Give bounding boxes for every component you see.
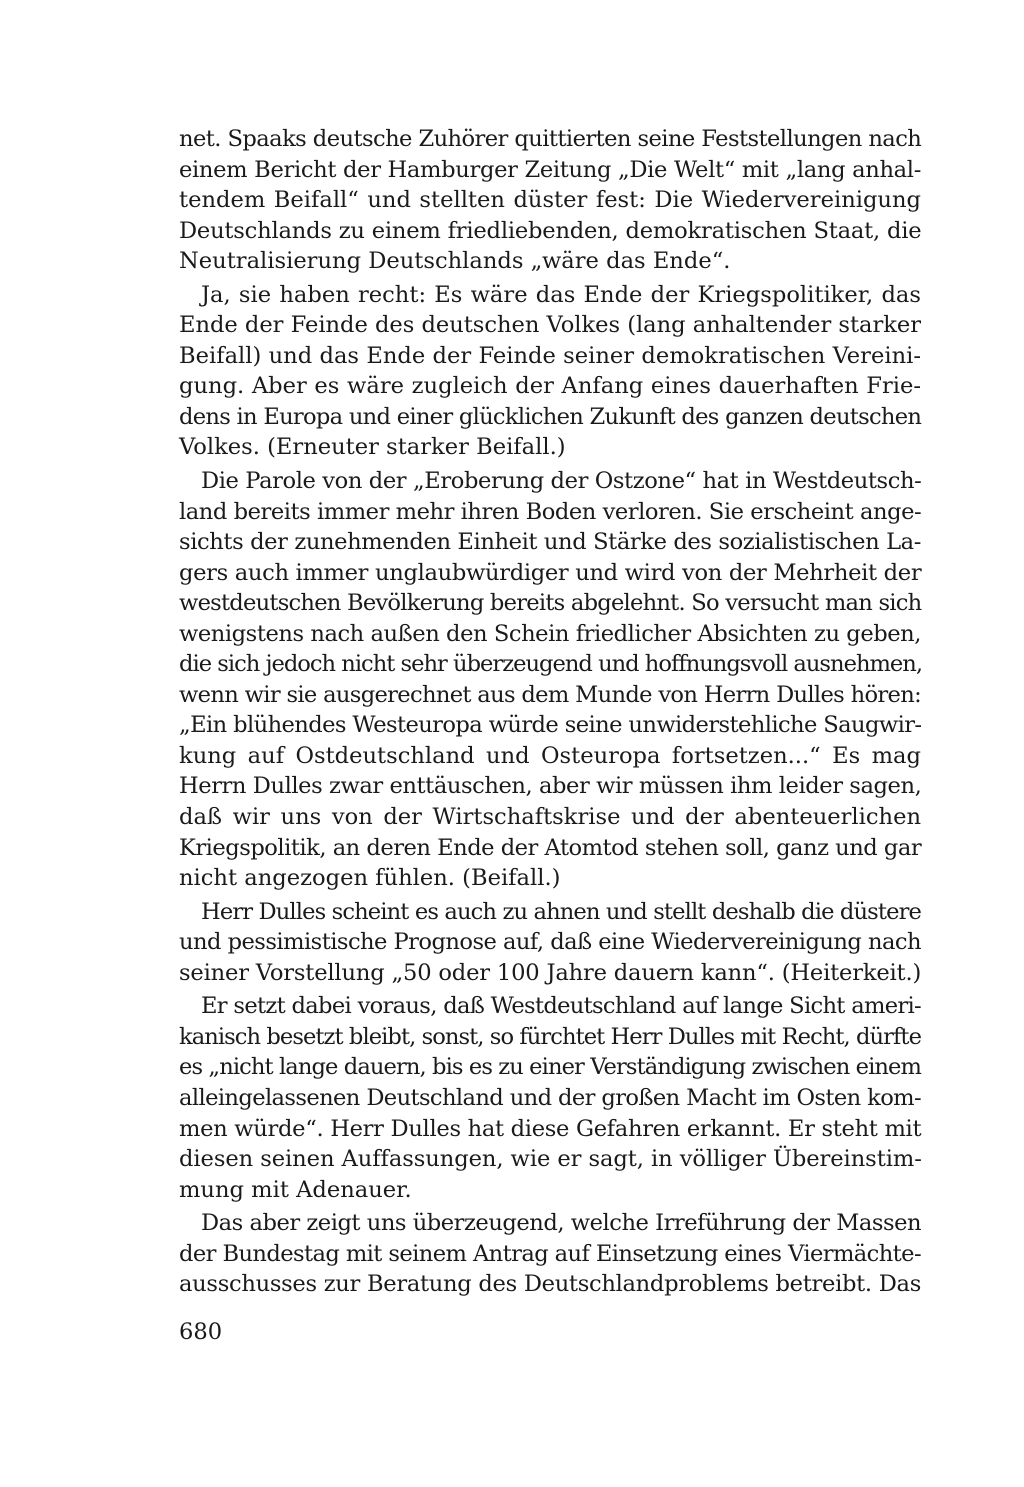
text-line: Kriegspolitik, an deren Ende der Atomtod stehen soll, ganz und gar: [179, 834, 922, 861]
paragraph: [179, 124, 921, 277]
text-line: alleingelassenen Deutschland und der großen Macht im Osten kom-: [179, 1084, 921, 1111]
text-line: wenigstens nach außen den Schein friedlicher Absichten zu geben,: [179, 620, 921, 647]
text-line: Ende der Feinde des deutschen Volkes (lang anhaltender starker: [179, 312, 921, 339]
text-line: Herrn Dulles zwar enttäuschen, aber wir müssen ihm leider sagen,: [179, 773, 922, 800]
text-line: tendem Beifall“ und stellten düster fest: Die Wiedervereinigung: [179, 187, 921, 214]
body-text: [179, 124, 921, 1303]
text-line: net. Spaaks deutsche Zuhörer quittierten seine Feststellungen nach: [179, 126, 922, 152]
text-line: die sich jedoch nicht sehr überzeugend und hoffnungsvoll ausnehmen,: [179, 651, 923, 678]
text-line: „Ein blühendes Westeuropa würde seine unwiderstehliche Saugwir-: [179, 712, 922, 739]
text-line: nicht angezogen fühlen. (Beifall.): [179, 865, 561, 892]
paragraph: [179, 897, 921, 989]
text-line: diesen seinen Auffassungen, wie er sagt, in völliger Übereinstim-: [179, 1146, 922, 1173]
text-line: seiner Vorstellung „50 oder 100 Jahre dauern kann“. (Heiterkeit.): [179, 959, 922, 986]
text-line: Die Parole von der „Eroberung der Ostzone“ hat in Westdeutsch-: [201, 468, 922, 495]
paragraph: [179, 991, 921, 1205]
paragraph: [179, 1208, 921, 1300]
text-line: westdeutschen Bevölkerung bereits abgelehnt. So versucht man sich: [179, 590, 922, 617]
text-line: Neutralisierung Deutschlands „wäre das Ende“.: [179, 248, 731, 275]
text-line: einem Bericht der Hamburger Zeitung „Die Welt“ mit „lang anhal-: [179, 156, 921, 183]
paragraph: [179, 280, 921, 463]
text-line: men würde“. Herr Dulles hat diese Gefahren erkannt. Er steht mit: [179, 1115, 922, 1142]
text-line: ausschusses zur Beratung des Deutschlandproblems betreibt. Das: [179, 1271, 921, 1298]
text-line: und pessimistische Prognose auf, daß eine Wiedervereinigung nach: [179, 929, 921, 956]
text-line: wenn wir sie ausgerechnet aus dem Munde von Herrn Dulles hören:: [179, 681, 921, 708]
text-line: daß wir uns von der Wirtschaftskrise und der abenteuerlichen: [179, 804, 921, 831]
text-line: es „nicht lange dauern, bis es zu einer Verständigung zwischen einem: [179, 1054, 922, 1081]
text-line: gers auch immer unglaubwürdiger und wird von der Mehrheit der: [179, 559, 922, 586]
text-line: der Bundestag mit seinem Antrag auf Einsetzung eines Viermächte-: [179, 1240, 921, 1267]
text-line: Beifall) und das Ende der Feinde seiner demokratischen Vereini-: [179, 342, 921, 369]
text-line: mung mit Adenauer.: [179, 1176, 412, 1203]
text-line: kung auf Ostdeutschland und Osteuropa fortsetzen...“ Es mag: [179, 742, 921, 769]
text-line: dens in Europa und einer glücklichen Zukunft des ganzen deutschen: [179, 403, 922, 430]
text-line: land bereits immer mehr ihren Boden verloren. Sie erscheint ange-: [179, 498, 922, 525]
text-line: Herr Dulles scheint es auch zu ahnen und stellt deshalb die düstere: [201, 898, 921, 925]
page-number: 680: [179, 1319, 223, 1345]
text-line: Ja, sie haben recht: Es wäre das Ende der Kriegspolitiker, das: [201, 281, 921, 308]
text-line: kanisch besetzt bleibt, sonst, so fürchtet Herr Dulles mit Recht, dürfte: [179, 1023, 921, 1050]
text-line: Er setzt dabei voraus, daß Westdeutschland auf lange Sicht ameri-: [201, 993, 921, 1020]
text-line: Das aber zeigt uns überzeugend, welche Irreführung der Massen: [201, 1210, 922, 1237]
text-line: Deutschlands zu einem friedliebenden, demokratischen Staat, die: [179, 217, 922, 244]
text-line: sichts der zunehmenden Einheit und Stärke des sozialistischen La-: [179, 529, 921, 556]
paragraph: [179, 466, 921, 894]
text-line: gung. Aber es wäre zugleich der Anfang eines dauerhaften Frie-: [179, 373, 921, 400]
text-line: Volkes. (Erneuter starker Beifall.): [179, 434, 566, 461]
